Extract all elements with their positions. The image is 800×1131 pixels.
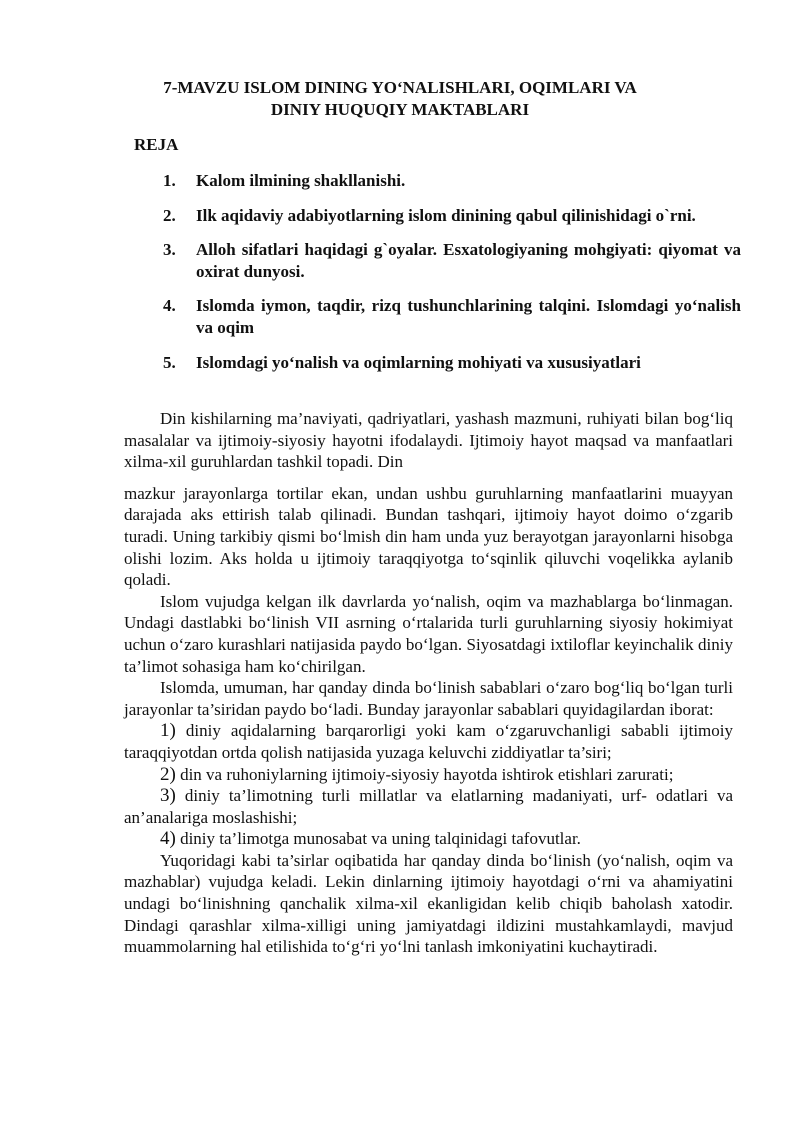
plan-item-number: 1. (163, 171, 176, 190)
paragraph: mazkur jarayonlarga tortilar ekan, undan ushbu guruhlarning manfaatlarini muayyan darajada aks ettirish talab qilinadi. Bundan tashqari, ijtimoiy hayot doimo o‘zgarib turadi. Uning tarkibiy qismi bo‘lmish din ham unda yuz berayotgan jarayonlarni hisobga olishi lozim. Aks holda u ijtimoiy taraqqiyotga to‘sqinlik qiluvchi voqelikka aylanib qoladi. (124, 483, 733, 590)
reason-text: diniy ta’limotga munosabat va uning talqinidagi tafovutlar. (175, 829, 581, 849)
reason-item (124, 720, 733, 763)
reason-number: 1) (160, 720, 176, 742)
body-text (124, 408, 733, 958)
reason-text: din va ruhoniylarning ijtimoiy-siyosiy hayotda ishtirok etishlari zarurati; (175, 764, 674, 784)
plan-list (163, 170, 741, 386)
paragraph: Islom vujudga kelgan ilk davrlarda yo‘nalish, oqim va mazhablarga bo‘linmagan. Undagi dastlabki bo‘linish VII asrning o‘rtalarida turli guruhlarning siyosiy hokimiyat uchun o‘zaro kurashlari natijasida paydo bo‘lgan. Siyosatdagi ixtiloflar keyinchalik diniy ta’limot sohasiga ham ko‘chirilgan. (124, 591, 733, 676)
plan-heading: REJA (134, 135, 179, 154)
reason-item (124, 828, 733, 850)
title-line-2: DINIY HUQUQIY MAKTABLARI (270, 100, 530, 119)
plan-item (163, 352, 741, 374)
plan-item-number: 5. (163, 352, 176, 372)
reason-number: 4) (160, 828, 176, 850)
plan-item-number: 3. (163, 240, 176, 260)
reason-number: 2) (160, 763, 176, 785)
plan-item-text: Kalom ilmining shakllanishi. (196, 171, 406, 190)
paragraph: Din kishilarning ma’naviyati, qadriyatlari, yashash mazmuni, ruhiyati bilan bog‘liq masalalar va ijtimoiy-siyosiy hayotni ifodalaydi. Ijtimoiy hayot maqsad va manfaatlari xilma-xil guruhlardan tashkil topadi. Din (124, 409, 733, 472)
plan-item (163, 205, 741, 227)
plan-item-text: Islomdagi yo‘nalish va oqimlarning mohiyati va xususiyatlari (196, 352, 641, 372)
reason-text: diniy ta’limotning turli millatlar va elatlarning madaniyati, urf- odatlari va an’analariga moslashishi; (124, 786, 733, 827)
plan-item (163, 170, 741, 192)
plan-item-text: Islomda iymon, taqdir, rizq tushunchlarining talqini. Islomdagi yo‘nalish va oqim (196, 296, 741, 337)
document-title (120, 77, 680, 121)
plan-item (163, 295, 741, 338)
reason-number: 3) (160, 785, 176, 807)
plan-item-number: 4. (163, 296, 176, 316)
plan-item-number: 2. (163, 205, 176, 225)
reason-item (124, 764, 733, 786)
plan-item-text: Ilk aqidaviy adabiyotlarning islom dinining qabul qilinishidagi o`rni. (196, 205, 696, 225)
plan-item (163, 239, 741, 282)
plan-item-text: Alloh sifatlari haqidagi g`oyalar. Esxatologiyaning mohgiyati: qiyomat va oxirat dunyosi. (196, 240, 741, 281)
reason-item (124, 785, 733, 828)
title-line-1: 7-MAVZU ISLOM DINING YO‘NALISHLARI, OQIMLARI VA (163, 78, 637, 97)
reason-text: diniy aqidalarning barqarorligi yoki kam o‘zgaruvchanligi sababli ijtimoiy taraqqiyotdan ortda qolish natijasida yuzaga keluvchi ziddiyatlar ta’siri; (124, 721, 733, 762)
paragraph: Islomda, umuman, har qanday dinda bo‘linish sabablari o‘zaro bog‘liq bo‘lgan turli jarayonlar ta’siridan paydo bo‘ladi. Bunday jarayonlar sabablari quyidagilardan iborat: (124, 678, 733, 719)
paragraph: Yuqoridagi kabi ta’sirlar oqibatida har qanday dinda bo‘linish (yo‘nalish, oqim va mazhablar) vujudga keladi. Lekin dinlarning ijtimoiy hayotdagi o‘rni va ahamiyatini undagi bo‘linishning qanchalik xilma-xil ekanligidan kelib chiqib baholash xatodir. Dindagi qarashlar xilma-xilligi uning jamiyatdagi ildizini mustahkamlaydi, mavjud muammolarning hal etilishida to‘g‘ri yo‘lni tanlash imkoniyatini kuchaytiradi. (124, 850, 733, 957)
